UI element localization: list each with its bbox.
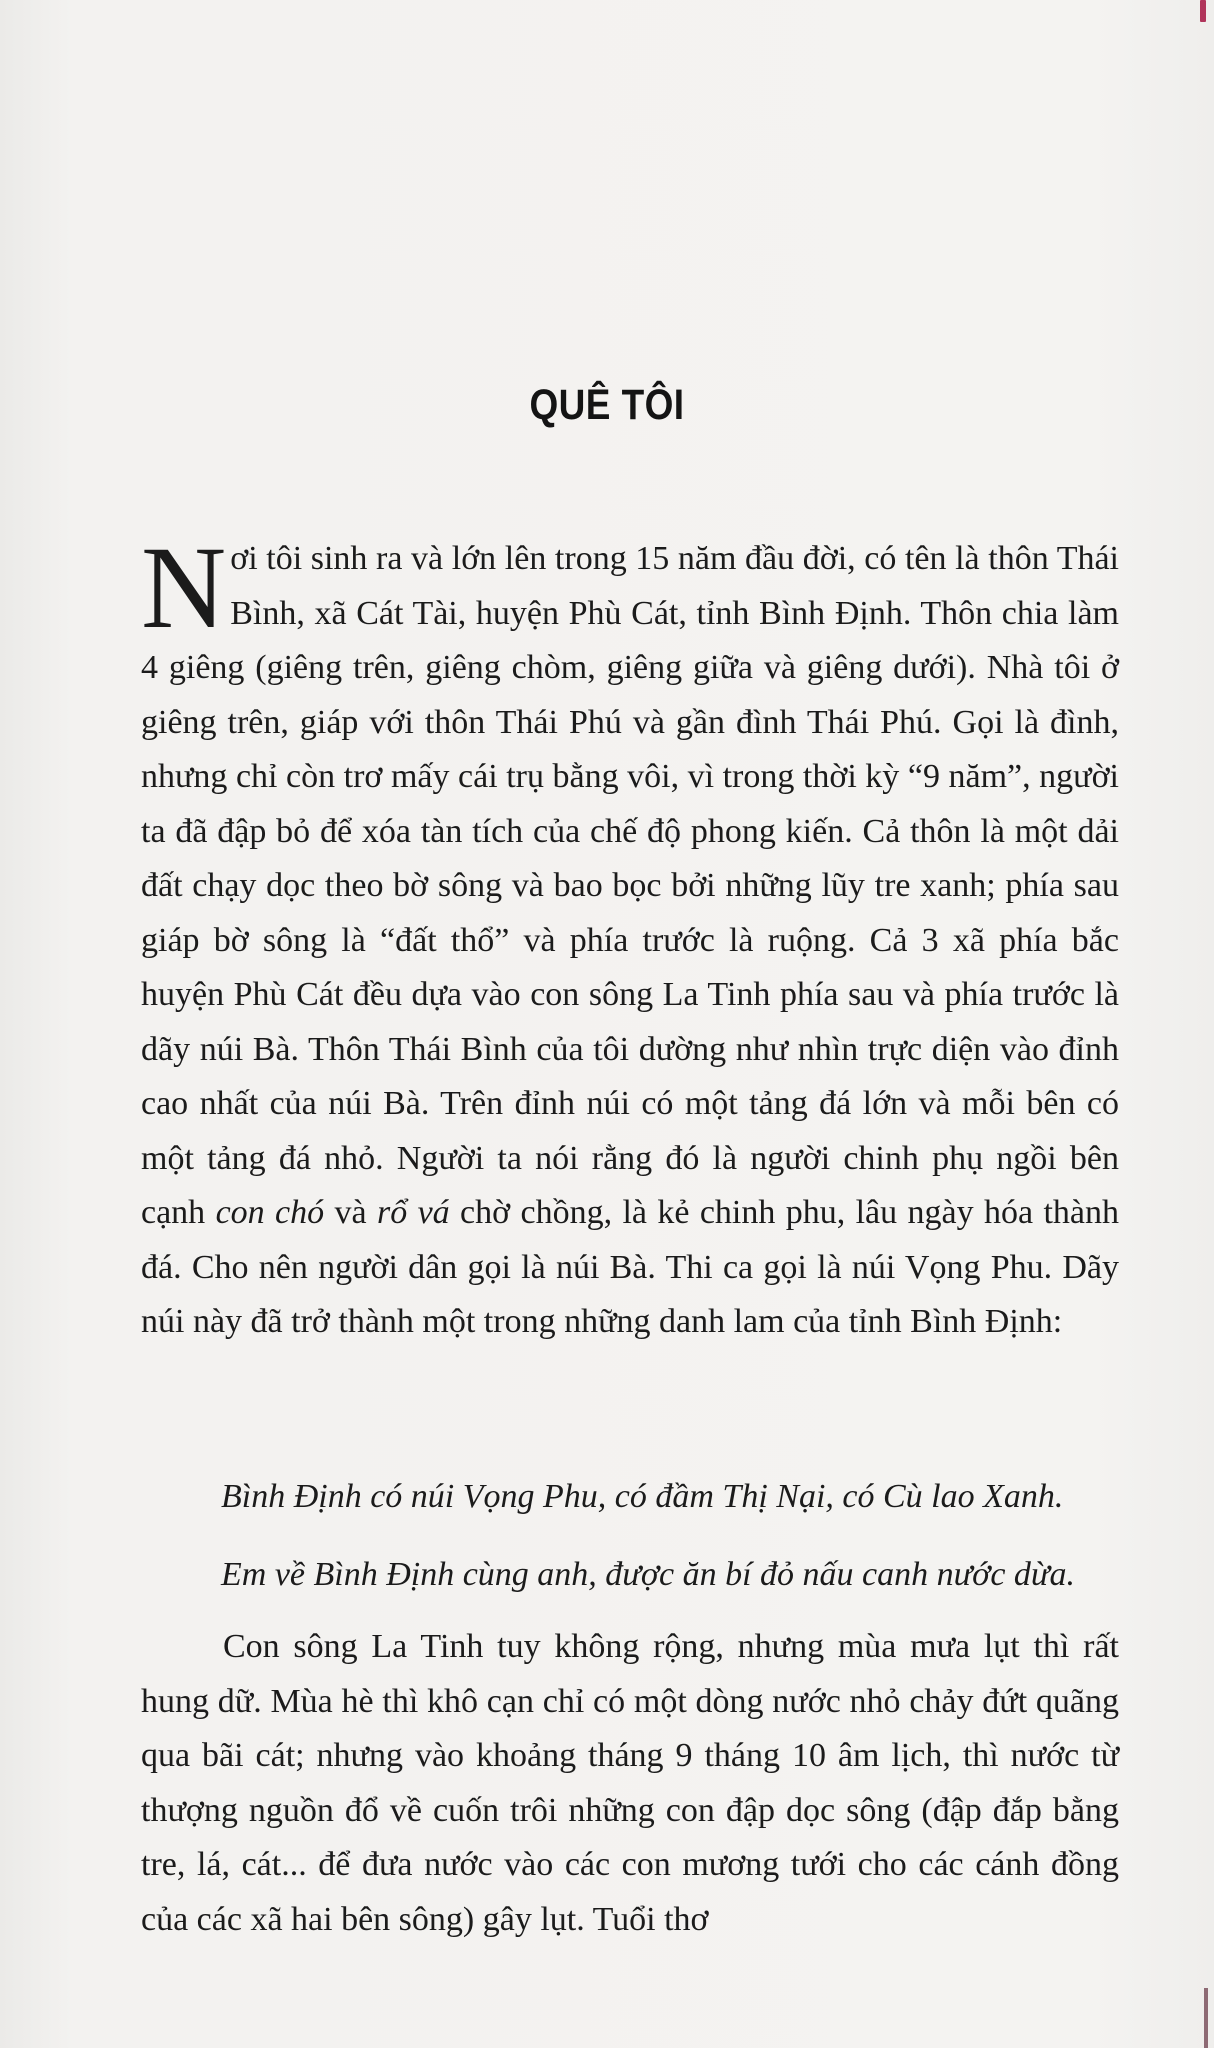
- paragraph-1-italic-b: rổ vá: [376, 1194, 450, 1231]
- chapter-title: QUÊ TÔI: [529, 380, 685, 429]
- page-edge-shadow: [1204, 1988, 1208, 2048]
- paragraph-1: [141, 522, 1119, 1350]
- verse-line-1: Bình Định có núi Vọng Phu, có đầm Thị Nại, có Cù lao Xanh.: [221, 1478, 1064, 1515]
- page-edge-mark: [1200, 0, 1206, 22]
- paragraph-1-text-c: chờ chồng, là kẻ chinh phu, lâu ngày hóa thành đá. Cho nên người dân gọi là núi Bà. Thi ca gọi là núi Vọng Phu. Dãy núi này đã trở thành một trong những danh lam của tỉnh Bình Định:: [141, 1194, 1119, 1340]
- drop-cap: N: [141, 522, 227, 653]
- paragraph-2: Con sông La Tinh tuy không rộng, nhưng mùa mưa lụt thì rất hung dữ. Mùa hè thì khô cạn chỉ có một dòng nước nhỏ chảy đứt quãng qua bãi cát; nhưng vào khoảng tháng 9 tháng 10 âm lịch, thì nước từ thượng nguồn đổ về cuốn trôi những con đập dọc sông (đập đắp bằng tre, lá, cát... để đưa nước vào các con mương tưới cho các cánh đồng của các xã hai bên sông) gây lụt. Tuổi thơ: [141, 1628, 1119, 1938]
- paragraph-1-text-b: và: [324, 1194, 377, 1231]
- paragraph-1-text-a: ơi tôi sinh ra và lớn lên trong 15 năm đầu đời, có tên là thôn Thái Bình, xã Cát Tài, huyện Phù Cát, tỉnh Bình Định. Thôn chia làm 4 giêng (giêng trên, giêng chòm, giêng giữa và giêng dưới). Nhà tôi ở giêng trên, giáp với thôn Thái Phú và gần đình Thái Phú. Gọi là đình, nhưng chỉ còn trơ mấy cái trụ bằng vôi, vì trong thời kỳ “9 năm”, người ta đã đập bỏ để xóa tàn tích của chế độ phong kiến. Cả thôn là một dải đất chạy dọc theo bờ sông và bao bọc bởi những lũy tre xanh; phía sau giáp bờ sông là “đất thổ” và phía trước là ruộng. Cả 3 xã phía bắc huyện Phù Cát đều dựa vào con sông La Tinh phía sau và phía trước là dãy núi Bà. Thôn Thái Bình của tôi dường như nhìn trực diện vào đỉnh cao nhất của núi Bà. Trên đỉnh núi có một tảng đá lớn và mỗi bên có một tảng đá nhỏ. Người ta nói rằng đó là người chinh phụ ngồi bên cạnh: [141, 540, 1119, 1231]
- verse-line-2: Em về Bình Định cùng anh, được ăn bí đỏ nấu canh nước dừa.: [221, 1556, 1075, 1593]
- paragraph-1-italic-a: con chó: [215, 1194, 325, 1231]
